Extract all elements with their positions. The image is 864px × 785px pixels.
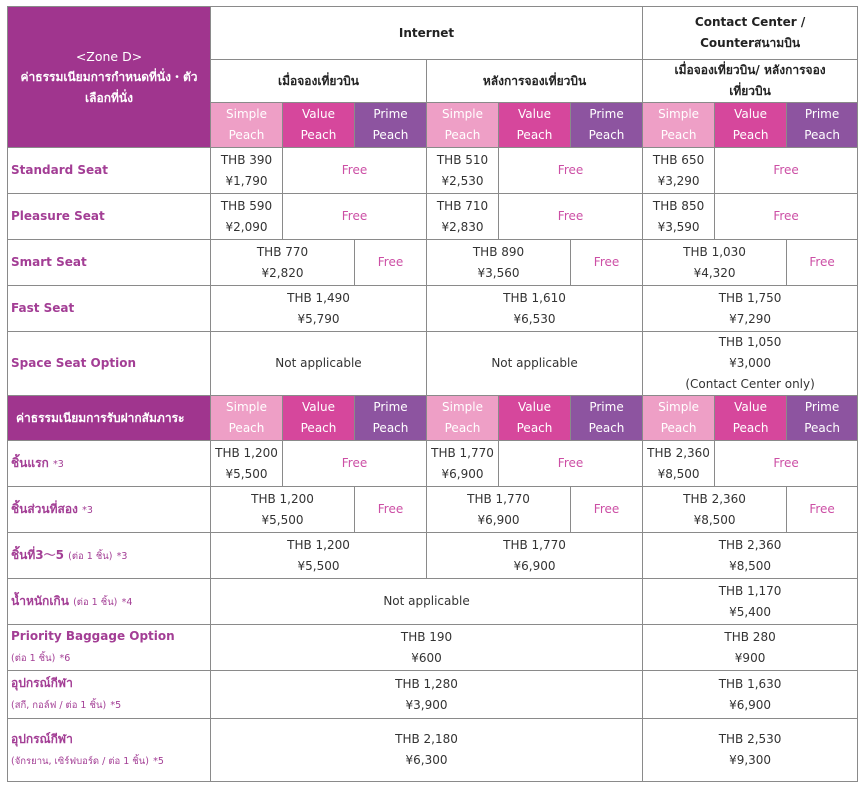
price-cell: THB 1,050 ¥3,000 (Contact Center only) xyxy=(643,332,858,396)
table-row xyxy=(8,625,858,671)
row-label-pleasure-seat: Pleasure Seat xyxy=(8,194,211,240)
not-applicable-cell: Not applicable xyxy=(211,332,427,396)
price-cell: THB 1,030 ¥4,320 xyxy=(643,240,787,286)
row-label-standard-seat: Standard Seat xyxy=(8,148,211,194)
price-cell: THB 770 ¥2,820 xyxy=(211,240,355,286)
row-label-sports-equipment-bike-surf: อุปกรณ์กีฬา (จักรยาน, เซิร์ฟบอร์ด / ต่อ 1 ชิ้น) *5 xyxy=(8,719,211,782)
fare-simple-peach: Simple Peach xyxy=(427,103,499,148)
fare-value-peach: Value Peach xyxy=(283,103,355,148)
free-cell: Free xyxy=(499,441,643,487)
price-cell: THB 850 ¥3,590 xyxy=(643,194,715,240)
contact-center-line1: Contact Center / xyxy=(694,15,806,29)
fare-prime-peach: Prime Peach xyxy=(355,396,427,441)
free-cell: Free xyxy=(787,487,858,533)
free-cell: Free xyxy=(283,441,427,487)
price-cell: THB 650 ¥3,290 xyxy=(643,148,715,194)
price-cell: THB 510 ¥2,530 xyxy=(427,148,499,194)
row-label-smart-seat: Smart Seat xyxy=(8,240,211,286)
row-label-third-to-fifth-piece: ชิ้นที่3～5 (ต่อ 1 ชิ้น) *3 xyxy=(8,533,211,579)
free-cell: Free xyxy=(715,441,858,487)
fare-simple-peach: Simple Peach xyxy=(643,396,715,441)
table-row xyxy=(8,286,858,332)
fare-prime-peach: Prime Peach xyxy=(571,396,643,441)
price-cell: THB 190 ¥600 xyxy=(211,625,643,671)
free-cell: Free xyxy=(355,487,427,533)
fare-prime-peach: Prime Peach xyxy=(787,396,858,441)
price-cell: THB 590 ¥2,090 xyxy=(211,194,283,240)
price-cell: THB 1,200 ¥5,500 xyxy=(211,441,283,487)
fare-simple-peach: Simple Peach xyxy=(211,396,283,441)
price-cell: THB 390 ¥1,790 xyxy=(211,148,283,194)
contact-center-line2: Counterสนามบิน xyxy=(700,36,801,50)
table-row xyxy=(8,332,858,396)
table-row xyxy=(8,579,858,625)
baggage-fee-header: ค่าธรรมเนียมการรับฝากสัมภาระ xyxy=(8,396,211,441)
row-label-priority-baggage: Priority Baggage Option (ต่อ 1 ชิ้น) *6 xyxy=(8,625,211,671)
price-cell: THB 2,360 ¥8,500 xyxy=(643,487,787,533)
table-row xyxy=(8,533,858,579)
fare-prime-peach: Prime Peach xyxy=(571,103,643,148)
seat-fee-header xyxy=(8,7,211,148)
price-cell: THB 280 ¥900 xyxy=(643,625,858,671)
table-row xyxy=(8,487,858,533)
price-cell: THB 1,770 ¥6,900 xyxy=(427,487,571,533)
fee-table xyxy=(7,6,858,782)
fare-value-peach: Value Peach xyxy=(499,396,571,441)
contact-booking-header xyxy=(643,60,858,103)
table-row xyxy=(8,194,858,240)
price-cell: THB 2,360 ¥8,500 xyxy=(643,441,715,487)
fare-value-peach: Value Peach xyxy=(715,103,787,148)
price-cell: THB 2,530 ¥9,300 xyxy=(643,719,858,782)
price-cell: THB 1,630 ¥6,900 xyxy=(643,671,858,719)
price-cell: THB 1,200 ¥5,500 xyxy=(211,487,355,533)
fare-prime-peach: Prime Peach xyxy=(355,103,427,148)
contact-booking-line1: เมื่อจองเที่ยวบิน/ หลังการจอง xyxy=(674,63,826,77)
price-cell: THB 710 ¥2,830 xyxy=(427,194,499,240)
fare-value-peach: Value Peach xyxy=(715,396,787,441)
after-booking-header: หลังการจองเที่ยวบิน xyxy=(427,60,643,103)
row-label-fast-seat: Fast Seat xyxy=(8,286,211,332)
contact-center-header xyxy=(643,7,858,60)
contact-booking-line2: เที่ยวบิน xyxy=(729,84,771,98)
not-applicable-cell: Not applicable xyxy=(211,579,643,625)
free-cell: Free xyxy=(715,194,858,240)
internet-header: Internet xyxy=(211,7,643,60)
price-cell: THB 1,770 ¥6,900 xyxy=(427,441,499,487)
not-applicable-cell: Not applicable xyxy=(427,332,643,396)
row-label-first-piece: ชิ้นแรก *3 xyxy=(8,441,211,487)
free-cell: Free xyxy=(283,194,427,240)
row-label-second-piece: ชิ้นส่วนที่สอง *3 xyxy=(8,487,211,533)
free-cell: Free xyxy=(499,148,643,194)
table-row xyxy=(8,240,858,286)
price-cell: THB 2,180 ¥6,300 xyxy=(211,719,643,782)
price-cell: THB 1,200 ¥5,500 xyxy=(211,533,427,579)
free-cell: Free xyxy=(715,148,858,194)
free-cell: Free xyxy=(355,240,427,286)
row-label-sports-equipment-ski-golf: อุปกรณ์กีฬา (สกี, กอล์ฟ / ต่อ 1 ชิ้น) *5 xyxy=(8,671,211,719)
price-cell: THB 2,360 ¥8,500 xyxy=(643,533,858,579)
price-cell: THB 1,490 ¥5,790 xyxy=(211,286,427,332)
free-cell: Free xyxy=(787,240,858,286)
fare-simple-peach: Simple Peach xyxy=(643,103,715,148)
table-row xyxy=(8,148,858,194)
price-cell: THB 890 ¥3,560 xyxy=(427,240,571,286)
row-label-space-seat-option: Space Seat Option xyxy=(8,332,211,396)
fare-value-peach: Value Peach xyxy=(499,103,571,148)
fare-simple-peach: Simple Peach xyxy=(211,103,283,148)
free-cell: Free xyxy=(283,148,427,194)
fare-prime-peach: Prime Peach xyxy=(787,103,858,148)
fare-simple-peach: Simple Peach xyxy=(427,396,499,441)
table-row xyxy=(8,441,858,487)
price-cell: THB 1,750 ¥7,290 xyxy=(643,286,858,332)
free-cell: Free xyxy=(571,240,643,286)
fare-value-peach: Value Peach xyxy=(283,396,355,441)
price-cell: THB 1,610 ¥6,530 xyxy=(427,286,643,332)
price-cell: THB 1,280 ¥3,900 xyxy=(211,671,643,719)
seat-fee-title: ค่าธรรมเนียมการกำหนดที่นั่ง・ตัวเลือกที่นั่ง xyxy=(20,69,198,105)
free-cell: Free xyxy=(499,194,643,240)
before-booking-header: เมื่อจองเที่ยวบิน xyxy=(211,60,427,103)
zone-label: <Zone D> xyxy=(75,48,143,64)
table-row xyxy=(8,719,858,782)
price-cell: THB 1,170 ¥5,400 xyxy=(643,579,858,625)
row-label-overweight: น้ำหนักเกิน (ต่อ 1 ชิ้น) *4 xyxy=(8,579,211,625)
table-row xyxy=(8,671,858,719)
free-cell: Free xyxy=(571,487,643,533)
price-cell: THB 1,770 ¥6,900 xyxy=(427,533,643,579)
